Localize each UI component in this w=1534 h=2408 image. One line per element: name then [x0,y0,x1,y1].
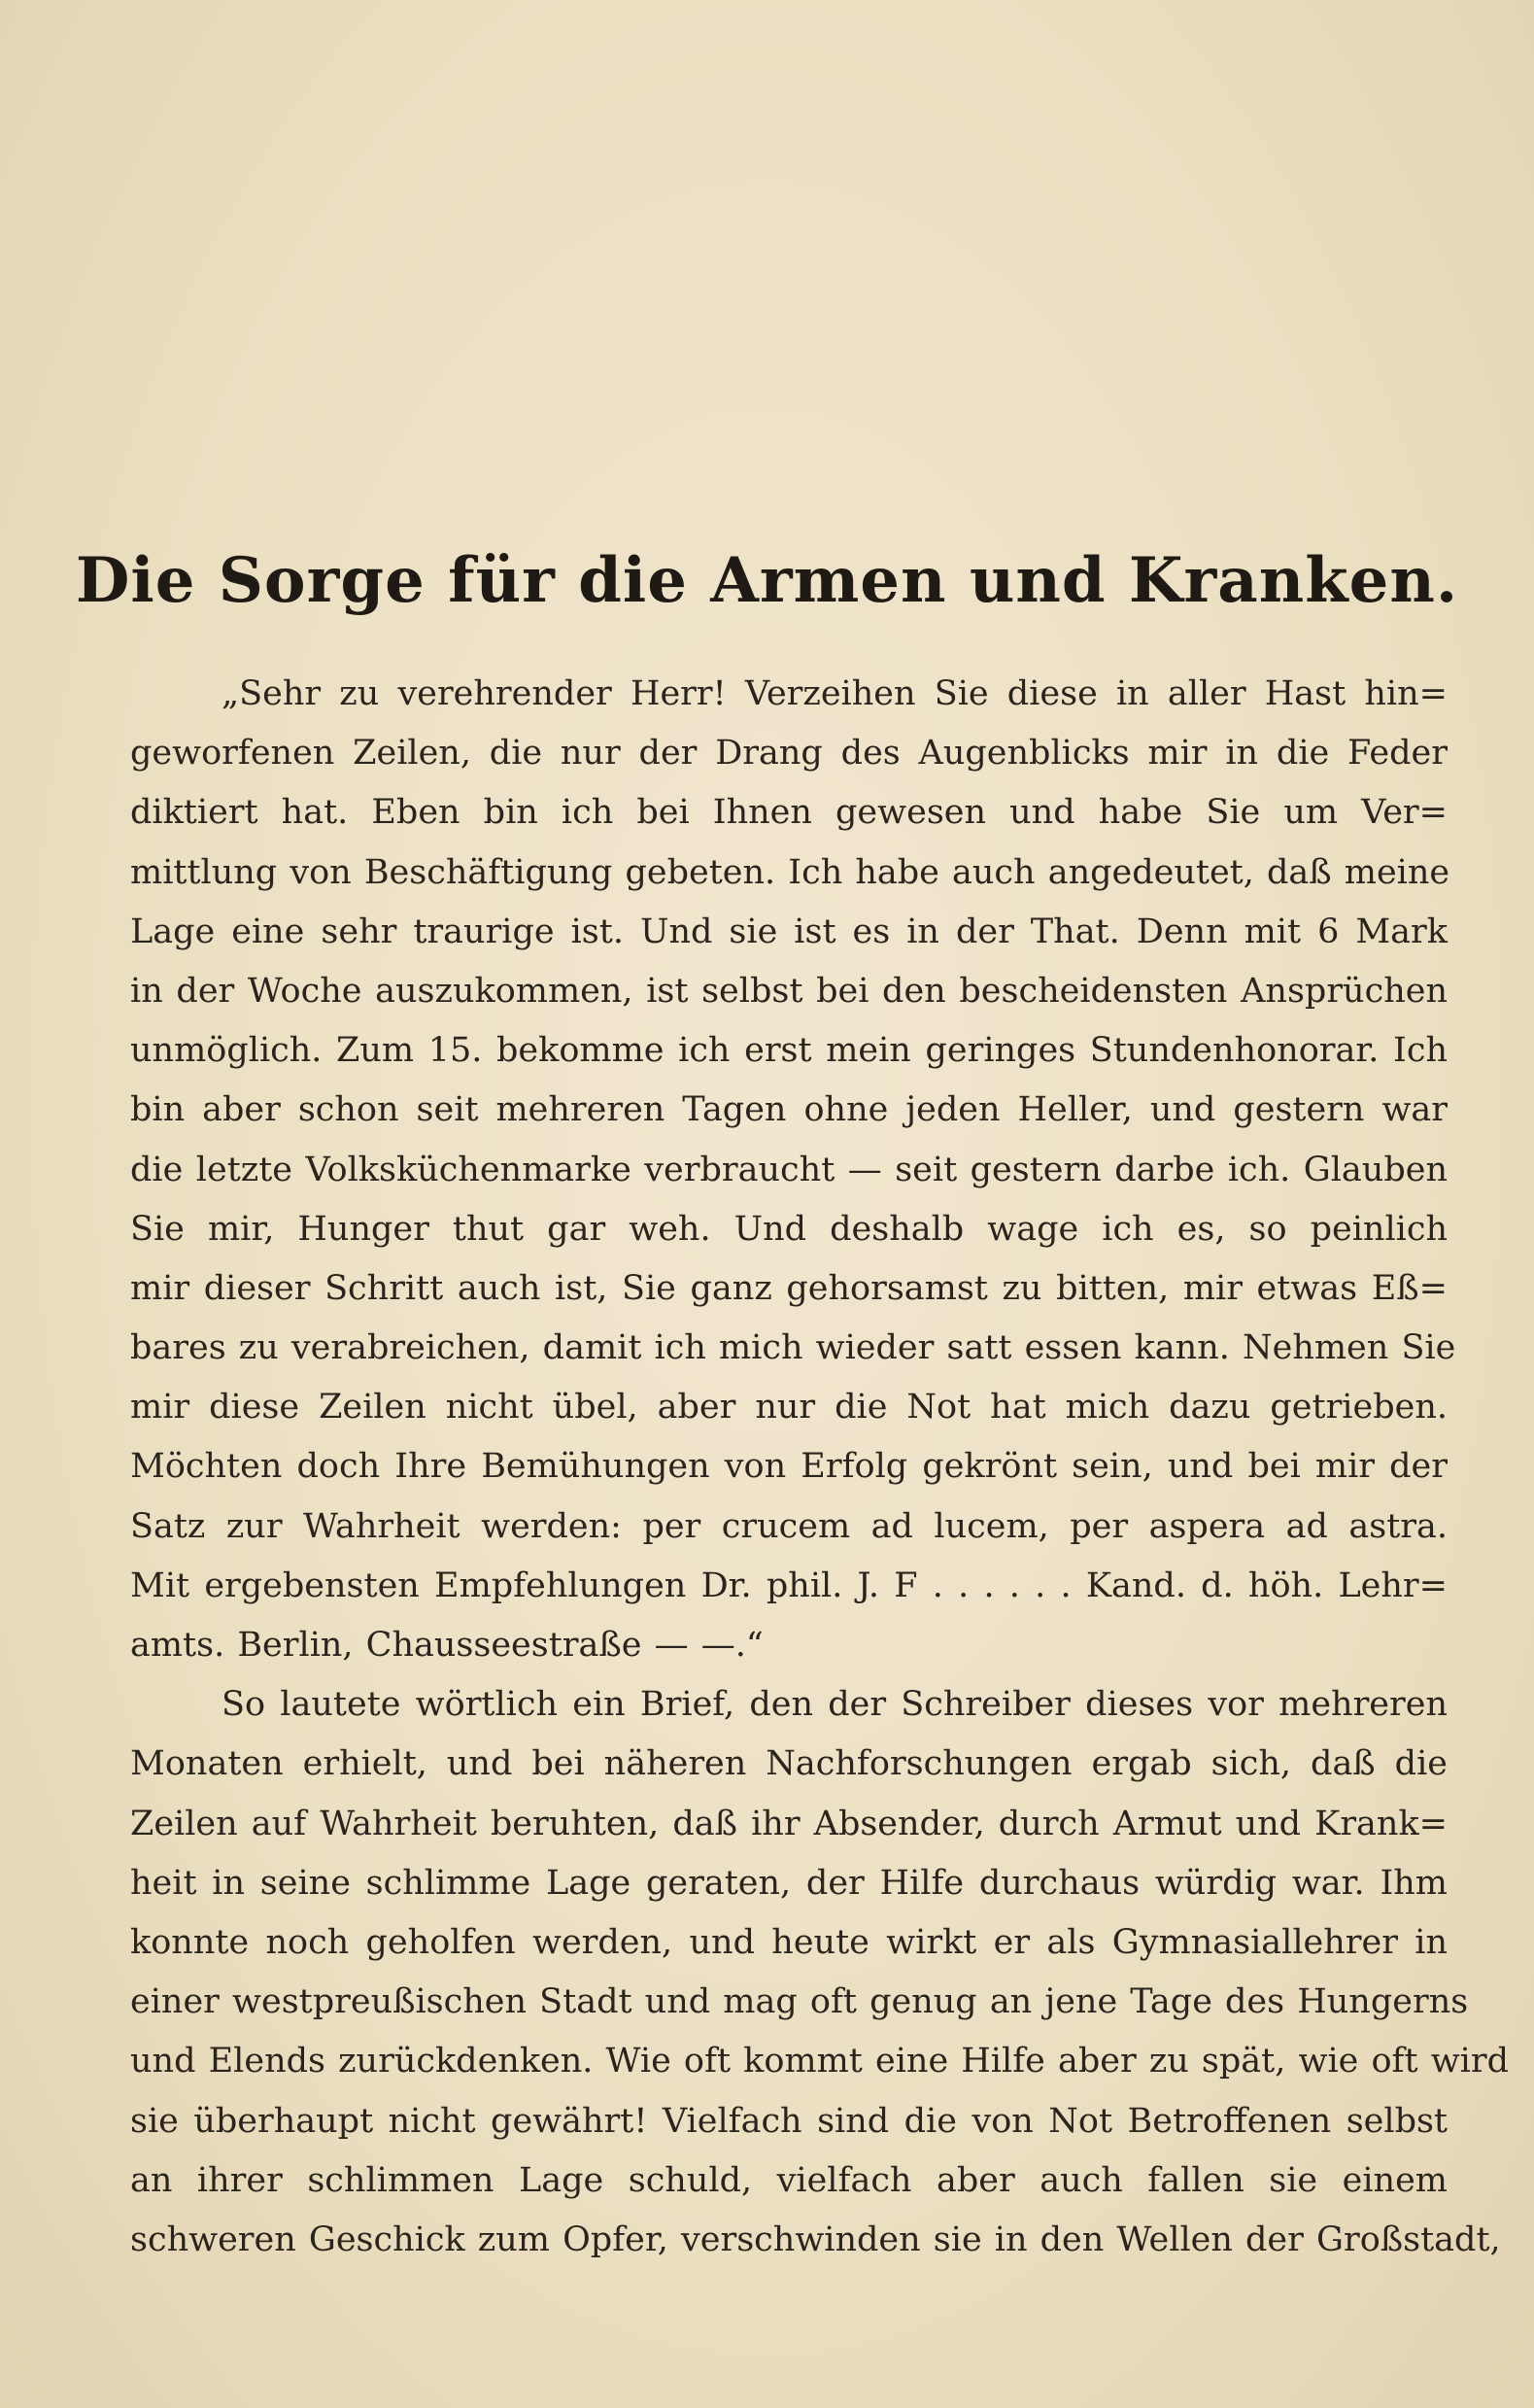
paragraph [130,665,1456,1675]
text-line: bin aber schon seit mehreren Tagen ohne jeden Heller, und gestern war [130,1090,1448,1130]
text-line: Monaten erhielt, und bei näheren Nachforschungen ergab sich, daß die [130,1744,1448,1784]
text-line: mir diese Zeilen nicht übel, aber nur die Not hat mich dazu getrieben. [130,1388,1448,1428]
text-line: Möchten doch Ihre Bemühungen von Erfolg gekrönt sein, und bei mir der [130,1447,1448,1487]
text-line: unmöglich. Zum 15. bekomme ich erst mein geringes Stundenhonorar. Ich [130,1031,1448,1071]
text-line: in der Woche auszukommen, ist selbst bei den bescheidensten Ansprüchen [130,971,1448,1011]
text-line: und Elends zurückdenken. Wie oft kommt eine Hilfe aber zu spät, wie oft wird [130,2042,1509,2081]
chapter-title: Die Sorge für die Armen und Kranken. [75,544,1459,617]
text-line: sie überhaupt nicht gewährt! Vielfach sind die von Not Betroffenen selbst [130,2101,1448,2141]
text-line: konnte noch geholfen werden, und heute wirkt er als Gymnasiallehrer in [130,1922,1448,1962]
text-line: heit in seine schlimme Lage geraten, der Hilfe durchaus würdig war. Ihm [130,1863,1448,1903]
text-line: mittlung von Beschäftigung gebeten. Ich habe auch angedeutet, daß meine [130,852,1450,892]
text-line: amts. Berlin, Chausseestraße — —.“ [130,1626,764,1665]
text-line: geworfenen Zeilen, die nur der Drang des Augenblicks mir in die Feder [130,734,1448,774]
text-line: bares zu verabreichen, damit ich mich wieder satt essen kann. Nehmen Sie [130,1328,1456,1368]
text-line: diktiert hat. Eben bin ich bei Ihnen gewesen und habe Sie um Ver= [130,793,1448,833]
text-line: einer westpreußischen Stadt und mag oft genug an jene Tage des Hungerns [130,1982,1469,2022]
text-line: Satz zur Wahrheit werden: per crucem ad lucem, per aspera ad astra. [130,1506,1448,1546]
text-line: schweren Geschick zum Opfer, verschwinden sie in den Wellen der Großstadt, [130,2219,1501,2259]
text-line: „Sehr zu verehrender Herr! Verzeihen Sie diese in aller Hast hin= [222,674,1448,713]
text-line: an ihrer schlimmen Lage schuld, vielfach aber auch fallen sie einem [130,2160,1448,2200]
text-line: So lautete wörtlich ein Brief, den der Schreiber dieses vor mehreren [222,1685,1448,1725]
text-line: mir dieser Schritt auch ist, Sie ganz gehorsamst zu bitten, mir etwas Eß= [130,1268,1448,1308]
text-line: die letzte Volksküchenmarke verbraucht — seit gestern darbe ich. Glauben [130,1150,1448,1189]
text-line: Sie mir, Hunger thut gar weh. Und deshalb wage ich es, so peinlich [130,1209,1448,1249]
text-line: Mit ergebensten Empfehlungen Dr. phil. J. F . . . . . . Kand. d. höh. Lehr= [130,1565,1448,1605]
text-line: Lage eine sehr traurige ist. Und sie ist es in der That. Denn mit 6 Mark [130,912,1448,951]
body-text [130,665,1509,2270]
text-line: Zeilen auf Wahrheit beruhten, daß ihr Absender, durch Armut und Krank= [130,1804,1448,1843]
paragraph [130,1675,1509,2270]
